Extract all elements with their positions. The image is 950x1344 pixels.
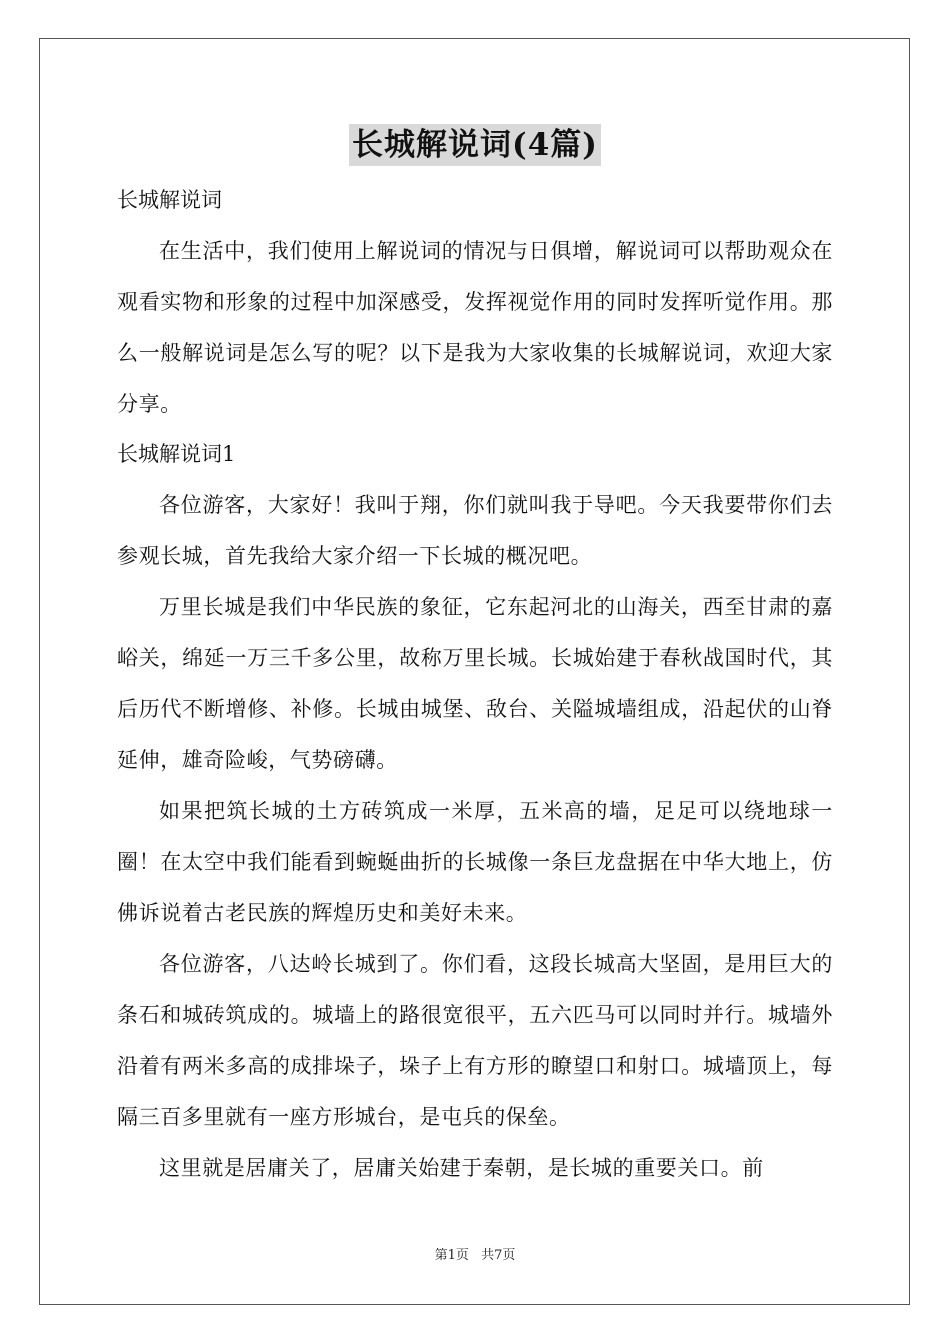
body-paragraph: 各位游客，大家好！我叫于翔，你们就叫我于导吧。今天我要带你们去参观长城，首先我给大家介绍一下长城的概况吧。 bbox=[117, 493, 833, 568]
intro-paragraph: 在生活中，我们使用上解说词的情况与日俱增，解说词可以帮助观众在观看实物和形象的过程中加深感受，发挥视觉作用的同时发挥听觉作用。那么一般解说词是怎么写的呢？以下是我为大家收集的长城解说词，欢迎大家分享。 bbox=[117, 239, 833, 416]
title-container bbox=[0, 124, 950, 166]
subheading-1: 长城解说词1 bbox=[117, 442, 236, 466]
body-paragraph: 万里长城是我们中华民族的象征，它东起河北的山海关，西至甘肃的嘉峪关，绵延一万三千多公里，故称万里长城。长城始建于春秋战国时代，其后历代不断增修、补修。长城由城堡、敌台、关隘城墙组成，沿起伏的山脊延伸，雄奇险峻，气势磅礴。 bbox=[117, 595, 833, 772]
body-paragraph: 各位游客，八达岭长城到了。你们看，这段长城高大坚固，是用巨大的条石和城砖筑成的。城墙上的路很宽很平，五六匹马可以同时并行。城墙外沿着有两米多高的成排垛子，垛子上有方形的瞭望口和射口。城墙顶上，每隔三百多里就有一座方形城台，是屯兵的保垒。 bbox=[117, 952, 833, 1129]
document-title: 长城解说词(4篇) bbox=[349, 124, 601, 166]
document-body bbox=[117, 178, 833, 1194]
section-heading: 长城解说词 bbox=[117, 188, 222, 212]
body-paragraph: 这里就是居庸关了，居庸关始建于秦朝，是长城的重要关口。前 bbox=[159, 1156, 764, 1180]
page-count: 共7页 bbox=[481, 1248, 516, 1263]
page-footer bbox=[0, 1244, 950, 1263]
page-number: 第1页 bbox=[434, 1248, 469, 1263]
body-paragraph: 如果把筑长城的土方砖筑成一米厚，五米高的墙，足足可以绕地球一圈！在太空中我们能看到蜿蜒曲折的长城像一条巨龙盘据在中华大地上，仿佛诉说着古老民族的辉煌历史和美好未来。 bbox=[117, 799, 833, 925]
